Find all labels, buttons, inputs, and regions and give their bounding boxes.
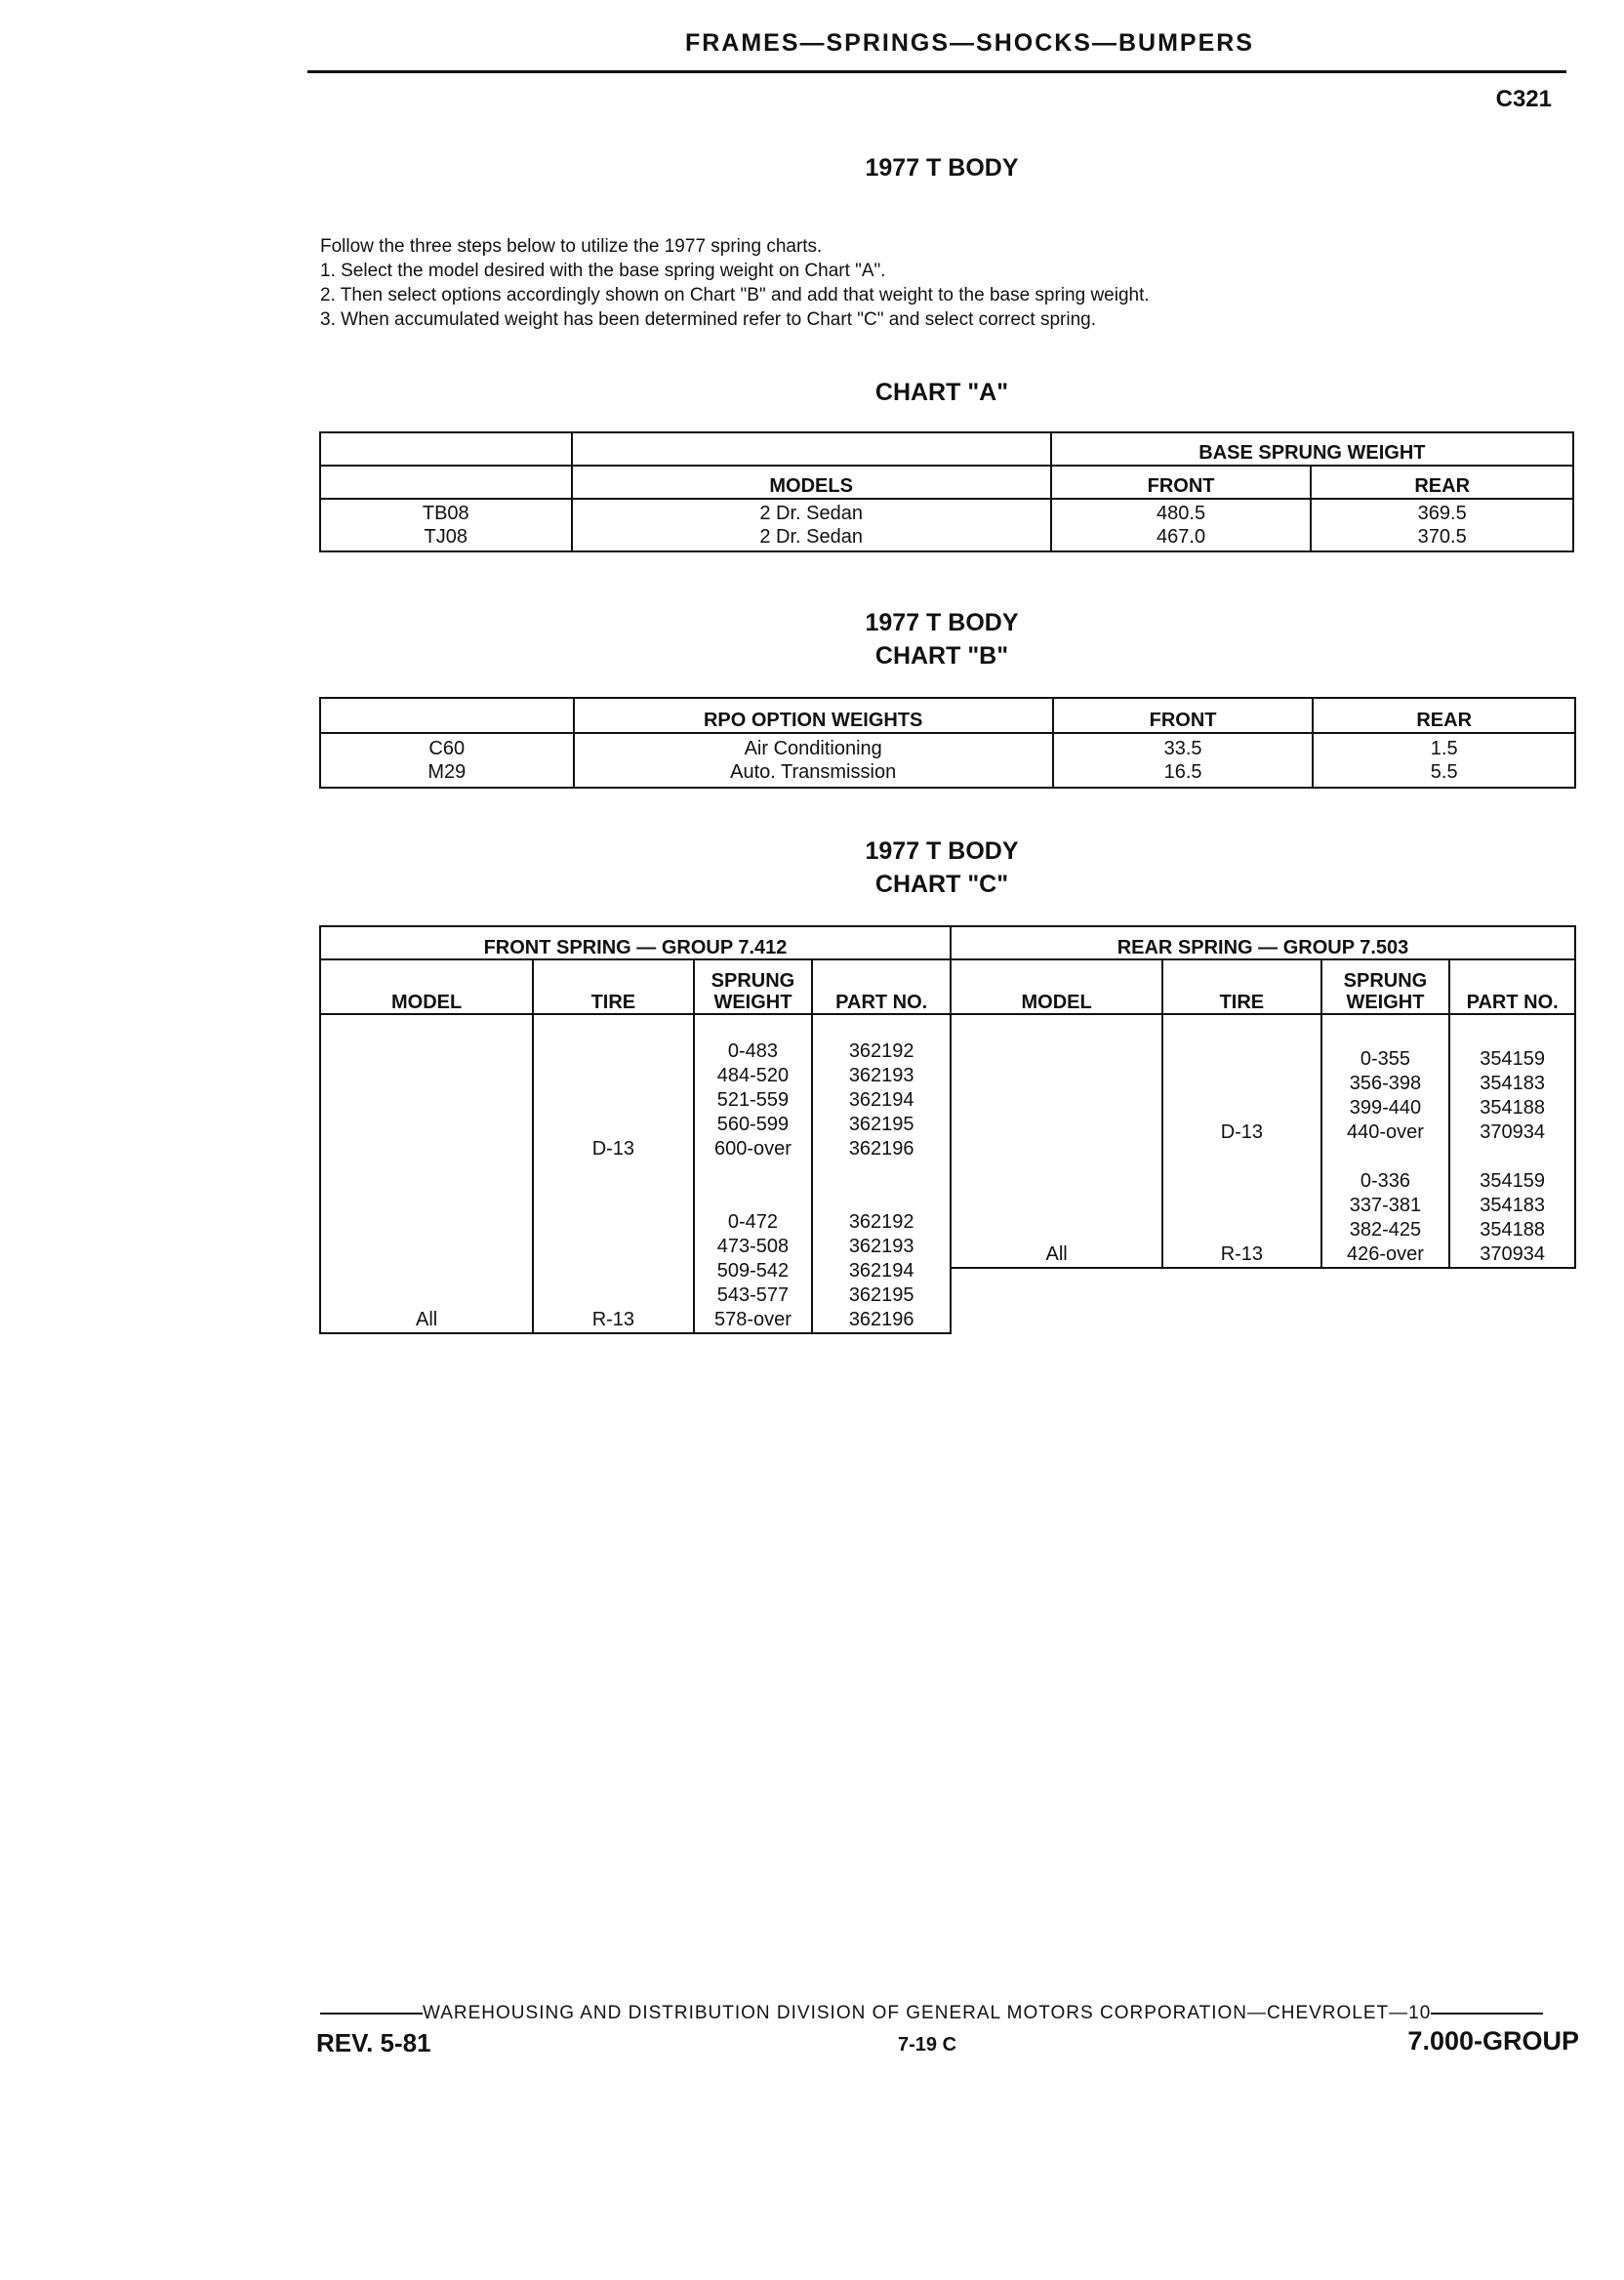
table-cell: D-13 — [1220, 1121, 1264, 1143]
column-header-line: SPRUNG — [1343, 970, 1428, 992]
rear-col-tire: TIRE — [1162, 959, 1320, 1014]
table-cell: 2 Dr. Sedan — [759, 526, 863, 548]
chart-a-blank — [320, 432, 572, 466]
weight-list: 0-336 337-381 382-425 426-over — [1346, 1170, 1424, 1265]
table-cell: D-13 — [591, 1138, 635, 1160]
spacer — [534, 1161, 692, 1308]
table-cell: Auto. Transmission — [730, 761, 897, 783]
chart-b-col-front: FRONT — [1053, 698, 1314, 733]
group-number: 7.000-GROUP — [1407, 2026, 1579, 2056]
instruction-step-3: 3. When accumulated weight has been determined refer to Chart "C" and select correct spring. — [320, 309, 1097, 330]
rear-col-model: MODEL — [951, 959, 1162, 1014]
chart-b-table — [319, 697, 1576, 789]
table-cell: 370.5 — [1417, 526, 1467, 548]
column-header-line: SPRUNG — [710, 970, 795, 992]
chart-b-title: CHART "B" — [874, 642, 1009, 670]
chart-b-rear — [1313, 733, 1575, 788]
rear-spring-table — [950, 925, 1576, 1269]
page-code: C321 — [1495, 86, 1552, 112]
chart-b-heading: 1977 T BODY — [865, 609, 1019, 636]
weight-list: 0-483 484-520 521-559 560-599 600-over — [714, 1040, 792, 1160]
spacer — [1163, 1145, 1320, 1242]
chart-a-col-rear: REAR — [1311, 466, 1573, 499]
front-col-tire: TIRE — [533, 959, 693, 1014]
chart-b-col-option: RPO OPTION WEIGHTS — [574, 698, 1053, 733]
table-cell: Air Conditioning — [744, 738, 882, 759]
chart-c-title: CHART "C" — [874, 871, 1009, 898]
spacer — [1450, 1145, 1574, 1169]
spacer — [813, 1161, 950, 1210]
header-rule — [307, 70, 1566, 73]
chart-a-group-header: BASE SPRUNG WEIGHT — [1051, 432, 1573, 466]
body-heading: 1977 T BODY — [865, 154, 1019, 182]
instruction-step-1: 1. Select the model desired with the base spring weight on Chart "A". — [320, 261, 886, 281]
chart-a-col-front: FRONT — [1051, 466, 1312, 499]
weight-list: 0-472 473-508 509-542 543-577 578-over — [714, 1211, 792, 1330]
chart-a-title: CHART "A" — [874, 379, 1009, 406]
column-header-line: WEIGHT — [713, 992, 792, 1013]
part-list: 354159 354183 354188 370934 — [1480, 1048, 1546, 1143]
table-cell: 1.5 — [1430, 738, 1458, 759]
rear-col-part: PART NO. — [1449, 959, 1575, 1014]
chart-a-models — [572, 499, 1051, 551]
chart-b-col-code — [320, 698, 574, 733]
table-cell: R-13 — [1220, 1243, 1264, 1265]
instructions — [320, 234, 1150, 332]
rear-model-cell — [951, 1014, 1162, 1268]
table-cell: All — [1045, 1243, 1068, 1265]
chart-a-col-code — [320, 466, 572, 499]
part-list: 362192 362193 362194 362195 362196 — [848, 1040, 914, 1160]
instruction-intro: Follow the three steps below to utilize the 1977 spring charts. — [320, 236, 823, 257]
rear-part-cell — [1449, 1014, 1575, 1268]
chart-c-heading: 1977 T BODY — [865, 837, 1019, 865]
rear-tire-cell — [1162, 1014, 1320, 1268]
rear-weight-cell — [1321, 1014, 1450, 1268]
revision: REV. 5-81 — [316, 2028, 431, 2057]
front-col-weight — [694, 959, 813, 1014]
section-title: FRAMES—SPRINGS—SHOCKS—BUMPERS — [684, 29, 1254, 57]
footer-rule-right — [1431, 2013, 1543, 2015]
chart-b-options — [574, 733, 1053, 788]
chart-b-codes — [320, 733, 574, 788]
table-cell: R-13 — [591, 1309, 635, 1330]
instruction-step-2: 2. Then select options accordingly shown on Chart "B" and add that weight to the base spring weight. — [320, 285, 1150, 305]
table-cell: 467.0 — [1157, 526, 1206, 548]
table-cell: 33.5 — [1163, 738, 1202, 759]
front-weight-cell — [694, 1014, 813, 1333]
table-cell: 2 Dr. Sedan — [759, 503, 863, 524]
table-cell: 16.5 — [1163, 761, 1202, 783]
footer-line — [320, 2003, 1584, 2024]
table-cell: TB08 — [422, 503, 469, 524]
part-list: 362192 362193 362194 362195 362196 — [848, 1211, 914, 1330]
table-cell: 369.5 — [1417, 503, 1467, 524]
chart-a-table — [319, 431, 1574, 552]
spacer — [695, 1161, 812, 1210]
front-part-cell — [812, 1014, 951, 1333]
table-cell: M29 — [427, 761, 467, 783]
spacer — [1322, 1145, 1449, 1169]
chart-a-codes — [320, 499, 572, 551]
page-number: 7-19 C — [898, 2034, 957, 2056]
part-list: 354159 354183 354188 370934 — [1480, 1170, 1546, 1265]
front-spring-table — [319, 925, 952, 1334]
front-spring-group-header: FRONT SPRING — GROUP 7.412 — [320, 926, 951, 959]
chart-b-front — [1053, 733, 1314, 788]
chart-b-col-rear: REAR — [1313, 698, 1575, 733]
table-cell: All — [415, 1309, 438, 1330]
weight-list: 0-355 356-398 399-440 440-over — [1346, 1048, 1424, 1143]
table-cell: C60 — [428, 738, 466, 759]
chart-a-blank — [572, 432, 1051, 466]
table-cell: TJ08 — [424, 526, 468, 548]
footer-rule-left — [320, 2013, 423, 2015]
table-cell: 480.5 — [1157, 503, 1206, 524]
front-col-model: MODEL — [320, 959, 533, 1014]
rear-spring-group-header: REAR SPRING — GROUP 7.503 — [951, 926, 1575, 959]
front-model-cell — [320, 1014, 533, 1333]
chart-a-col-models: MODELS — [572, 466, 1051, 499]
chart-a-front — [1051, 499, 1312, 551]
footer-text: WAREHOUSING AND DISTRIBUTION DIVISION OF GENERAL MOTORS CORPORATION—CHEVROLET—10 — [423, 2003, 1432, 2023]
chart-a-rear — [1311, 499, 1573, 551]
column-header-line: WEIGHT — [1346, 992, 1425, 1013]
rear-col-weight — [1321, 959, 1450, 1014]
front-col-part: PART NO. — [812, 959, 951, 1014]
table-cell: 5.5 — [1430, 761, 1458, 783]
front-tire-cell — [533, 1014, 693, 1333]
